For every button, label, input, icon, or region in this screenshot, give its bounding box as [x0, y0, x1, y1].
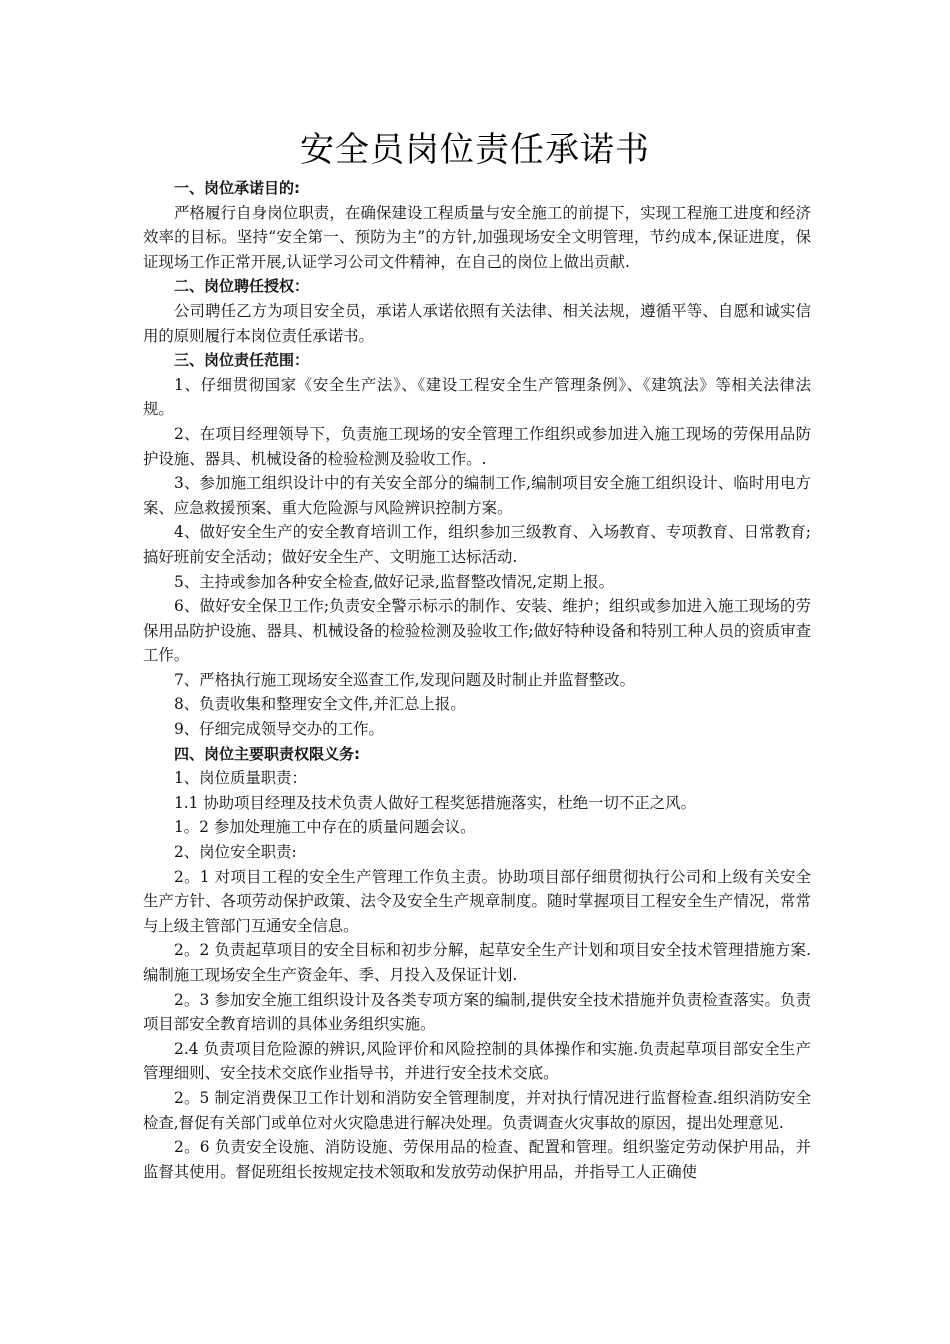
document-title: 安全员岗位责任承诺书	[300, 130, 650, 170]
paragraph: 2。6 负责安全设施、消防设施、劳保用品的检查、配置和管理。组织鉴定劳动保护用品，并监督其使用。督促班组长按规定技术领取和发放劳动保护用品，并指导工人正确使	[143, 1138, 811, 1181]
paragraph: 5、主持或参加各种安全检查,做好记录,监督整改情况,定期上报。	[174, 572, 615, 591]
paragraph: 2、在项目经理领导下，负责施工现场的安全管理工作组织或参加进入施工现场的劳保用品防护设施、器具、机械设备的检验检测及验收工作。.	[143, 424, 811, 468]
paragraph: 2.4 负责项目危险源的辨识,风险评价和风险控制的具体操作和实施.负责起草项目部安全生产管理细则、安全技术交底作业指导书，并进行安全技术交底。	[143, 1039, 811, 1083]
paragraph: 8、负责收集和整理安全文件,并汇总上报。	[174, 695, 466, 714]
paragraph: 2。5 制定消费保卫工作计划和消防安全管理制度，并对执行情况进行监督检查.组织消防安全检查,督促有关部门或单位对火灾隐患进行解决处理。负责调查火灾事故的原因，提出处理意见.	[143, 1088, 811, 1132]
paragraph: 4、做好安全生产的安全教育培训工作，组织参加三级教育、入场教育、专项教育、日常教育;搞好班前安全活动；做好安全生产、文明施工达标活动.	[143, 523, 811, 566]
paragraph: 2。1 对项目工程的安全生产管理工作负主责。协助项目部仔细贯彻执行公司和上级有关安全生产方针、各项劳动保护政策、法令及安全生产规章制度。随时掌握项目工程安全生产情况，常常与上级主管部门互通安全信息。	[143, 867, 811, 935]
paragraph: 严格履行自身岗位职责，在确保建设工程质量与安全施工的前提下，实现工程施工进度和经济效率的目标。坚持“安全第一、预防为主”的方针,加强现场安全文明管理，节约成本,保证进度，保证现场工作正常开展,认证学习公司文件精神，在自己的岗位上做出贡献.	[143, 203, 811, 271]
paragraph: 7、严格执行施工现场安全巡查工作,发现问题及时制止并监督整改。	[174, 670, 636, 689]
paragraph: 2。2 负责起草项目的安全目标和初步分解，起草安全生产计划和项目安全技术管理措施方案.编制施工现场安全生产资金年、季、月投入及保证计划.	[143, 941, 811, 984]
paragraph: 1、岗位质量职责：	[174, 769, 307, 788]
section-heading: 三、岗位责任范围：	[174, 351, 310, 370]
paragraph: 2、岗位安全职责:	[174, 843, 297, 862]
paragraph: 2。3 参加安全施工组织设计及各类专项方案的编制,提供安全技术措施并负责检查落实。负责项目部安全教育培训的具体业务组织实施。	[143, 990, 811, 1034]
document-body	[143, 176, 811, 1184]
paragraph: 9、仔细完成领导交办的工作。	[174, 720, 384, 739]
section-heading: 二、岗位聘任授权：	[174, 277, 310, 296]
paragraph: 公司聘任乙方为项目安全员，承诺人承诺依照有关法律、相关法规，遵循平等、自愿和诚实信用的原则履行本岗位责任承诺书。	[143, 301, 811, 345]
section-heading: 四、岗位主要职责权限义务:	[174, 744, 360, 763]
paragraph: 3、参加施工组织设计中的有关安全部分的编制工作,编制项目安全施工组织设计、临时用电方案、应急救援预案、重大危险源与风险辨识控制方案。	[143, 474, 811, 517]
paragraph: 6、做好安全保卫工作;负责安全警示标示的制作、安装、维护；组织或参加进入施工现场的劳保用品防护设施、器具、机械设备的检验检测及验收工作;做好特种设备和特别工种人员的资质审查工作。	[143, 597, 811, 665]
paragraph: 1、仔细贯彻国家《安全生产法》、《建设工程安全生产管理条例》、《建筑法》等相关法律法规。	[143, 375, 811, 419]
section-heading: 一、岗位承诺目的:	[174, 179, 300, 197]
paragraph: 1。2 参加处理施工中存在的质量问题会议。	[174, 818, 476, 837]
paragraph: 1.1 协助项目经理及技术负责人做好工程奖惩措施落实，杜绝一切不正之风。	[174, 793, 696, 812]
